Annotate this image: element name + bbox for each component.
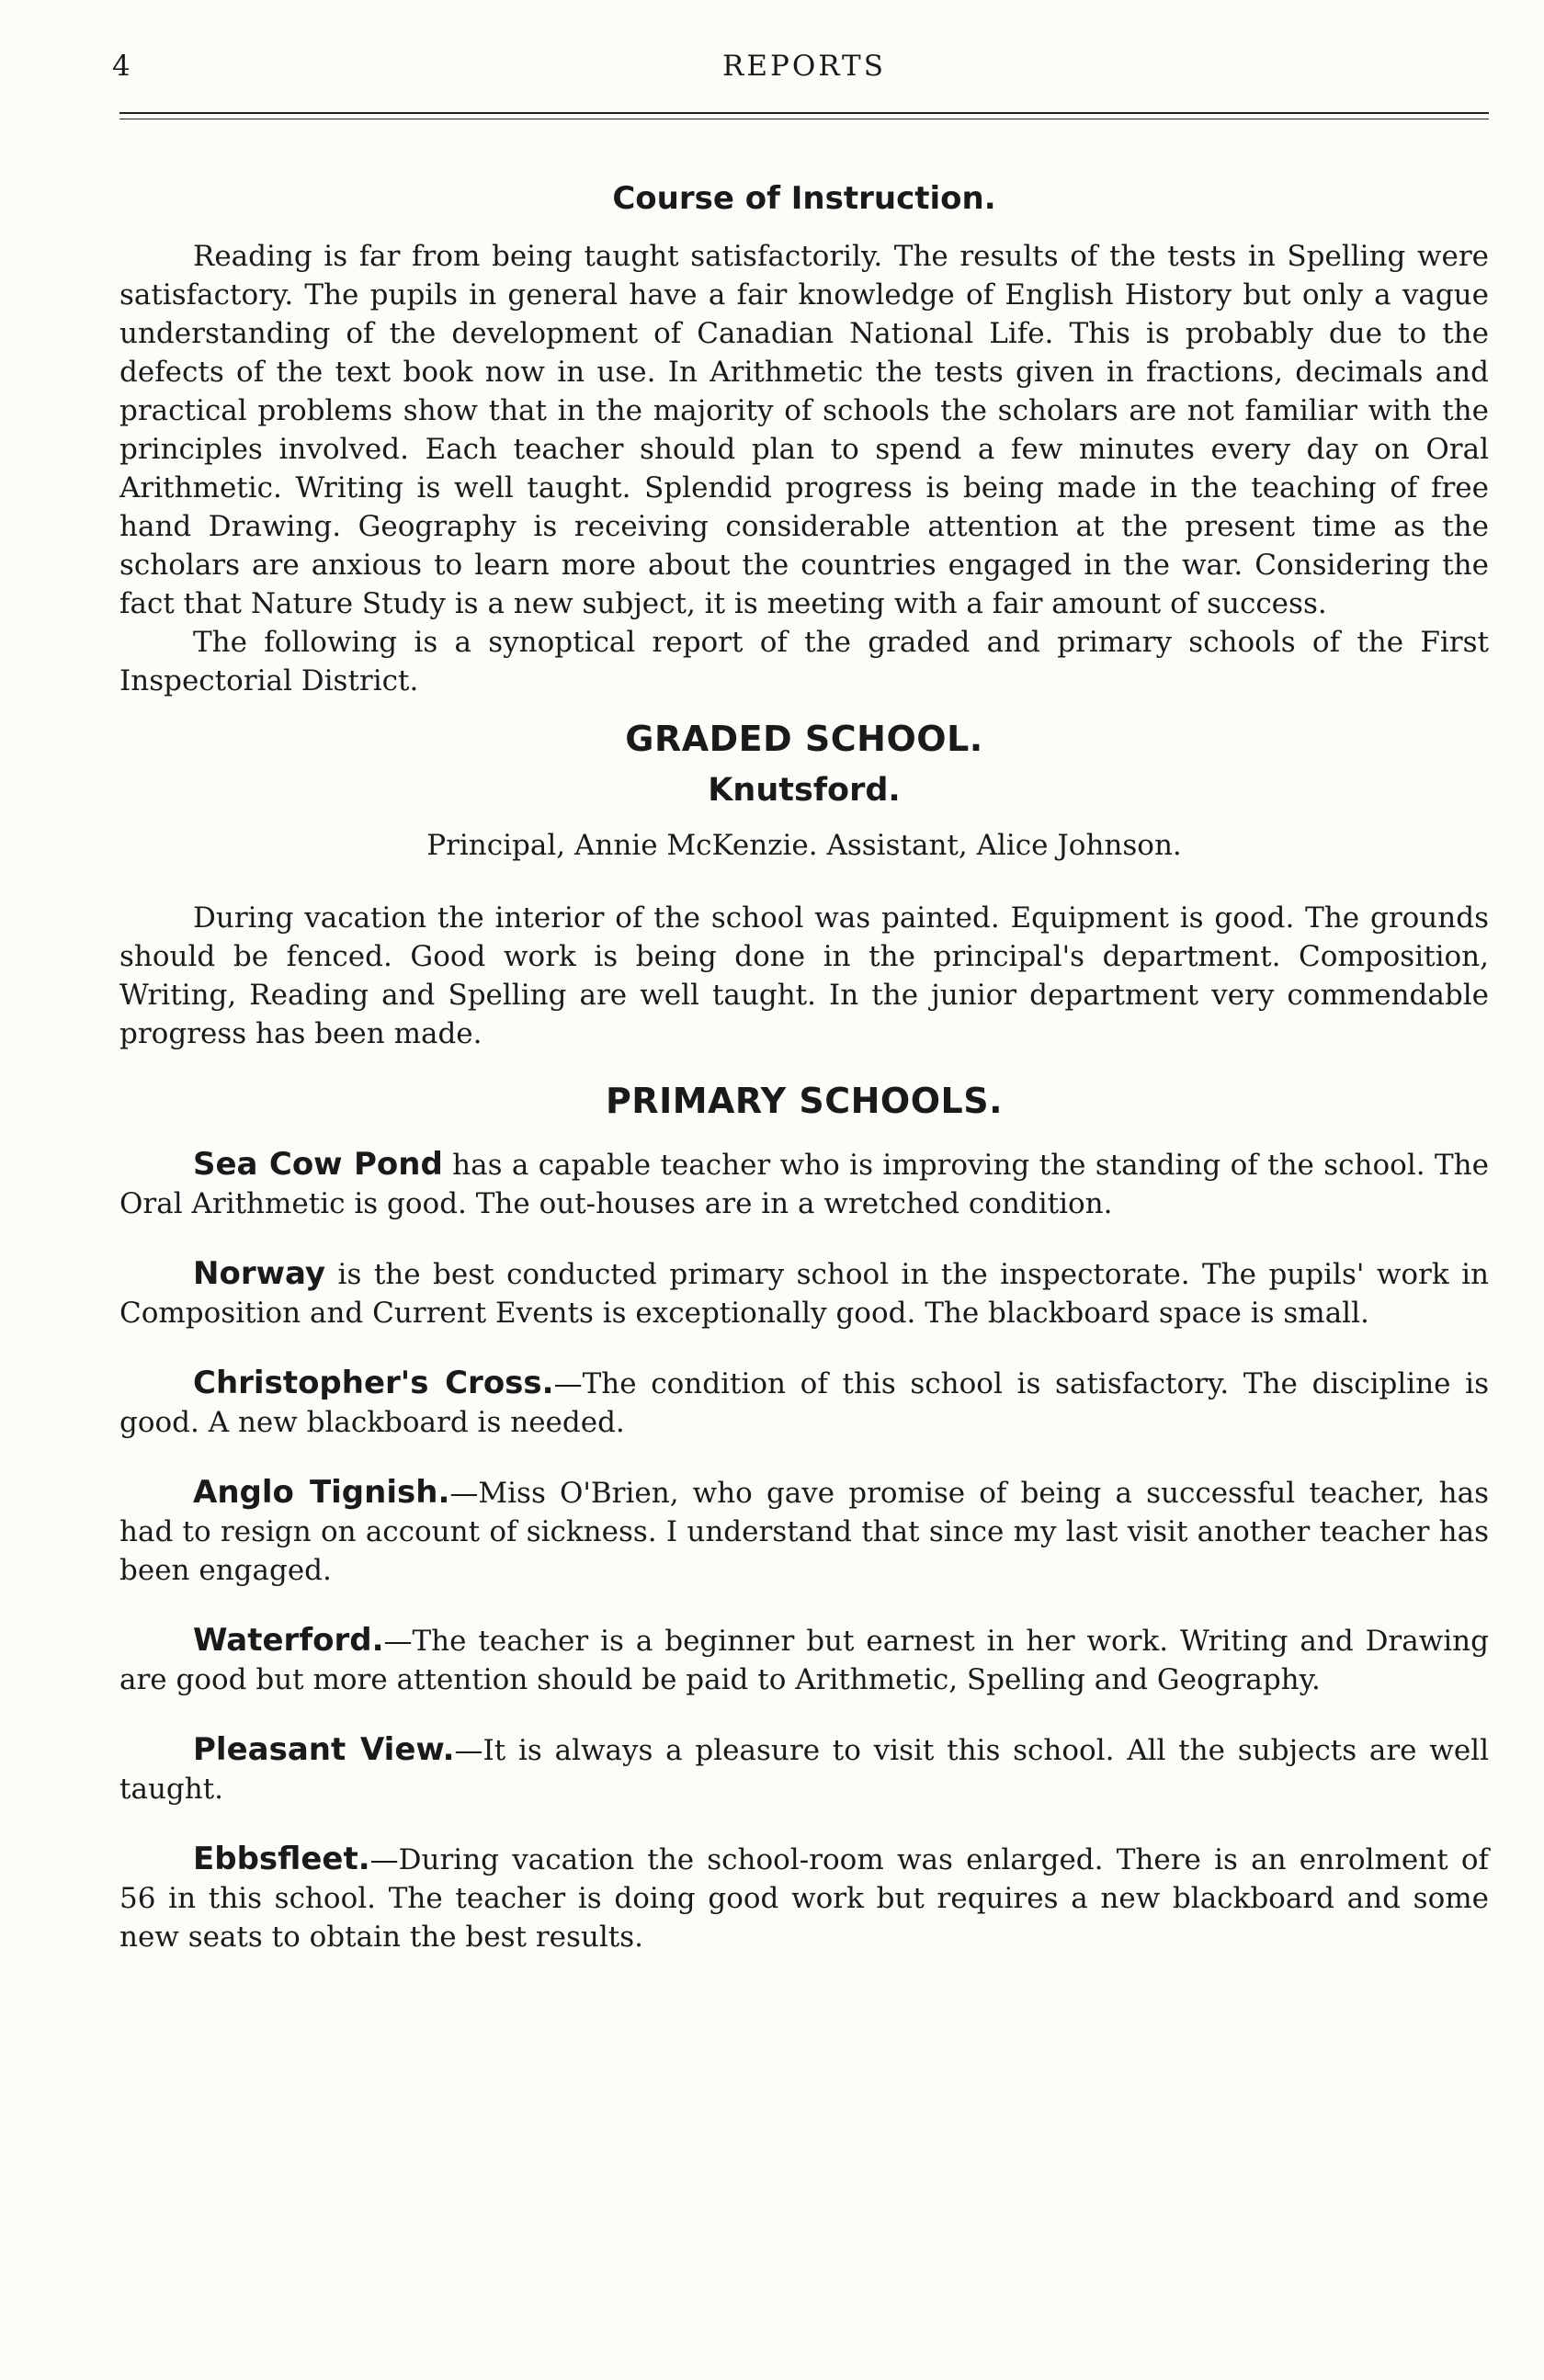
primary-school-list <box>119 1145 1489 1956</box>
school-name: Norway <box>193 1255 326 1292</box>
school-report: —During vacation the school-room was enlarged. There is an enrolment of 56 in this school. The teacher is doing good work but requires a new blackboard and some new seats to obtain the best results. <box>119 1843 1489 1954</box>
list-item <box>119 1145 1489 1223</box>
list-item <box>119 1364 1489 1442</box>
running-title: REPORTS <box>722 50 886 83</box>
knutsford-paragraph: During vacation the interior of the school was painted. Equipment is good. The grounds should be fenced. Good work is being done in the principal's department. Composition, Writing, Reading and Spelling are well taught. In the junior department very commendable progress has been made. <box>119 901 1489 1050</box>
school-report: —The teacher is a beginner but earnest in her work. Writing and Drawing are good but more attention should be paid to Arithmetic, Spelling and Geography. <box>119 1625 1489 1696</box>
school-report: —It is always a pleasure to visit this school. All the subjects are well taught. <box>119 1734 1489 1806</box>
primary-schools-heading: PRIMARY SCHOOLS. <box>605 1081 1004 1121</box>
school-report: —Miss O'Brien, who gave promise of being a successful teacher, has had to resign on account of sickness. I understand that since my last visit another teacher has been engaged. <box>119 1477 1490 1587</box>
list-item <box>119 1840 1489 1956</box>
school-report: is the best conducted primary school in the inspectorate. The pupils' work in Composition and Current Events is exceptionally good. The blackboard space is small. <box>119 1258 1489 1330</box>
school-report: has a capable teacher who is improving the standing of the school. The Oral Arithmetic is good. The out-houses are in a wretched condition. <box>119 1149 1489 1220</box>
list-item <box>119 1473 1489 1590</box>
course-heading: Course of Instruction. <box>612 180 996 217</box>
list-item <box>119 1730 1489 1808</box>
knutsford-heading: Knutsford. <box>708 772 901 809</box>
course-paragraph: Reading is far from being taught satisfactorily. The results of the tests in Spelling were satisfactory. The pupils in general have a fair knowledge of English History but only a vague understanding of the development of Canadian National Life. This is probably due to the defects of the text book now in use. In Arithmetic the tests given in fractions, decimals and practical problems show that in the majority of schools the scholars are not familiar with the principles involved. Each teacher should plan to spend a few minutes every day on Oral Arithmetic. Writing is well taught. Splendid progress is being made in the teaching of free hand Drawing. Geography is receiving considerable attention at the present time as the scholars are anxious to learn more about the countries engaged in the war. Considering the fact that Nature Study is a new subject, it is meeting with a fair amount of success. <box>119 240 1489 620</box>
graded-school-heading: GRADED SCHOOL. <box>625 719 983 759</box>
list-item <box>119 1254 1489 1332</box>
page-number: 4 <box>112 50 133 83</box>
school-name: Pleasant View. <box>193 1731 455 1768</box>
school-name: Sea Cow Pond <box>193 1146 443 1183</box>
staff-line: Principal, Annie McKenzie. Assistant, Alice Johnson. <box>426 829 1182 862</box>
running-head <box>112 44 1489 86</box>
school-report: —The condition of this school is satisfactory. The discipline is good. A new blackboard is needed. <box>119 1367 1490 1439</box>
header-rule <box>119 112 1489 119</box>
school-name: Waterford. <box>193 1622 384 1659</box>
list-item <box>119 1621 1489 1699</box>
synopsis-paragraph: The following is a synoptical report of the graded and primary schools of the First Inspectorial District. <box>119 626 1489 697</box>
school-name: Christopher's Cross. <box>193 1365 554 1401</box>
report-page <box>112 44 1490 1988</box>
school-name: Ebbsfleet. <box>193 1841 370 1877</box>
school-name: Anglo Tignish. <box>193 1474 450 1511</box>
